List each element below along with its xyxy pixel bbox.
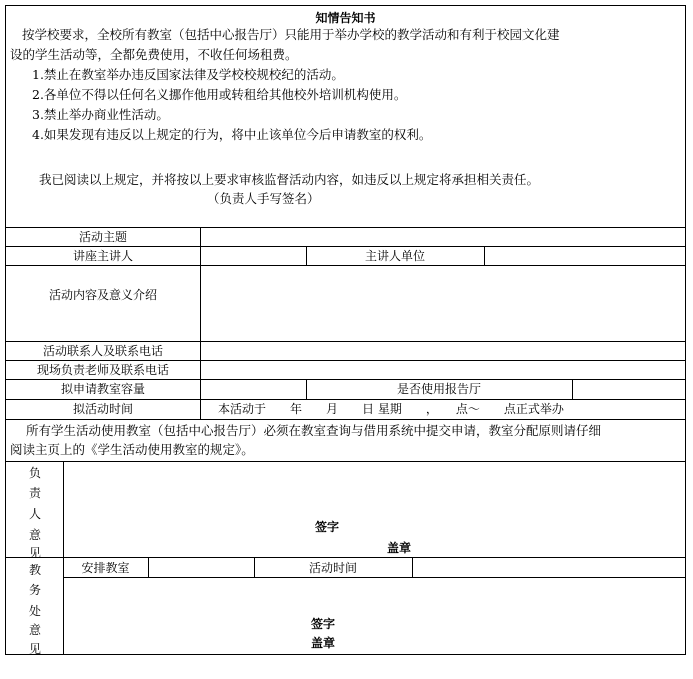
rule-2: 2.各单位不得以任何名义挪作他用或转租给其他校外培训机构使用。 xyxy=(32,87,407,102)
input-speaker[interactable] xyxy=(201,247,306,265)
notes-line1: 所有学生活动使用教室（包括中心报告厅）必须在教室查询与借用系统中提交申请，教室分配原则请仔细 xyxy=(26,423,602,438)
input-content-intro[interactable] xyxy=(201,266,685,341)
leader-opinion-area[interactable] xyxy=(64,462,685,557)
notice-paragraph-line1: 按学校要求，全校所有教室（包括中心报告厅）只能用于举办学校的教学活动和有利于校园文化建 xyxy=(22,27,560,42)
notes-line2: 阅读主页上的《学生活动使用教室的规定》。 xyxy=(10,442,254,457)
input-contact[interactable] xyxy=(201,342,685,360)
label-capacity: 拟申请教室容量 xyxy=(60,382,145,396)
label-activity-time: 活动时间 xyxy=(308,561,357,575)
label-speaker-unit: 主讲人单位 xyxy=(364,249,425,263)
leader-sign-label: 签字 xyxy=(315,520,340,534)
form-title: 知情告知书 xyxy=(315,11,376,25)
label-contact: 活动联系人及联系电话 xyxy=(42,344,163,358)
input-use-hall[interactable] xyxy=(573,380,685,399)
input-onsite-teacher[interactable] xyxy=(201,361,685,379)
signature-hint: （负责人手写签名） xyxy=(207,191,320,206)
rule-3: 3.禁止举办商业性活动。 xyxy=(32,107,169,122)
input-activity-time[interactable] xyxy=(413,558,685,577)
notice-paragraph-line2: 设的学生活动等，全都免费使用，不收任何场租费。 xyxy=(10,47,298,62)
input-speaker-unit[interactable] xyxy=(485,247,685,265)
label-use-hall: 是否使用报告厅 xyxy=(396,382,481,396)
leader-seal-label: 盖章 xyxy=(387,541,412,555)
academic-opinion-area[interactable] xyxy=(64,578,685,654)
academic-seal-label: 盖章 xyxy=(311,636,336,650)
label-activity-theme: 活动主题 xyxy=(78,230,127,244)
rule-1: 1.禁止在教室举办违反国家法律及学校校规校纪的活动。 xyxy=(32,67,344,82)
academic-sign-label: 签字 xyxy=(311,617,336,631)
label-speaker: 讲座主讲人 xyxy=(72,249,133,263)
input-activity-theme[interactable] xyxy=(201,228,685,246)
input-capacity[interactable] xyxy=(201,380,306,399)
label-onsite-teacher: 现场负责老师及联系电话 xyxy=(36,363,169,377)
consent-form: 知情告知书 按学校要求，全校所有教室（包括中心报告厅）只能用于举办学校的教学活动和有利于校园文化建 设的学生活动等，全都免费使用，不收任何场租费。 1.禁止在教室举办违反国家法律及学校校规校纪的活动。 2.各单位不得以任何名义挪作他用或转租给其他校外培训机构使用。 3.禁止举办商业性活动。 4.如果发现有违反以上规定的行为，将中止该单位今后申请教室的权利。 我已阅读以上规定，并将按以上要求审核监督活动内容，如违反以上规定将承担相关责任。 （负责人手写签名） 活动主题 讲座主讲人 主讲人单位 活动内容及意义介绍 活动联系人及联系电话 现场负责老师及联系电话 拟申请教室容量 是否使用报告厅 拟活动时间 本活动于 年 月 日 星期 ， 点～ 点正式举办 所有学生活动使用教室（包括中心报告厅）必须在教室查询与借用系统中提交申请，教室分配原则请仔细 阅读主页上的《学生活动使用教室的规定》。 负 责 人 意 见 签字 盖章 教 务 处 意 见 安排教室 活动时间 签字 盖章 xyxy=(5,5,686,655)
pledge-text: 我已阅读以上规定，并将按以上要求审核监督活动内容，如违反以上规定将承担相关责任。 xyxy=(39,172,540,187)
rule-4: 4.如果发现有违反以上规定的行为，将中止该单位今后申请教室的权利。 xyxy=(32,127,432,142)
label-assign-room: 安排教室 xyxy=(81,561,130,575)
label-content-intro: 活动内容及意义介绍 xyxy=(48,288,157,302)
planned-time-template[interactable]: 本活动于 年 月 日 星期 ， 点～ 点正式举办 xyxy=(218,402,564,416)
label-planned-time: 拟活动时间 xyxy=(72,402,133,416)
input-assign-room[interactable] xyxy=(149,558,254,577)
